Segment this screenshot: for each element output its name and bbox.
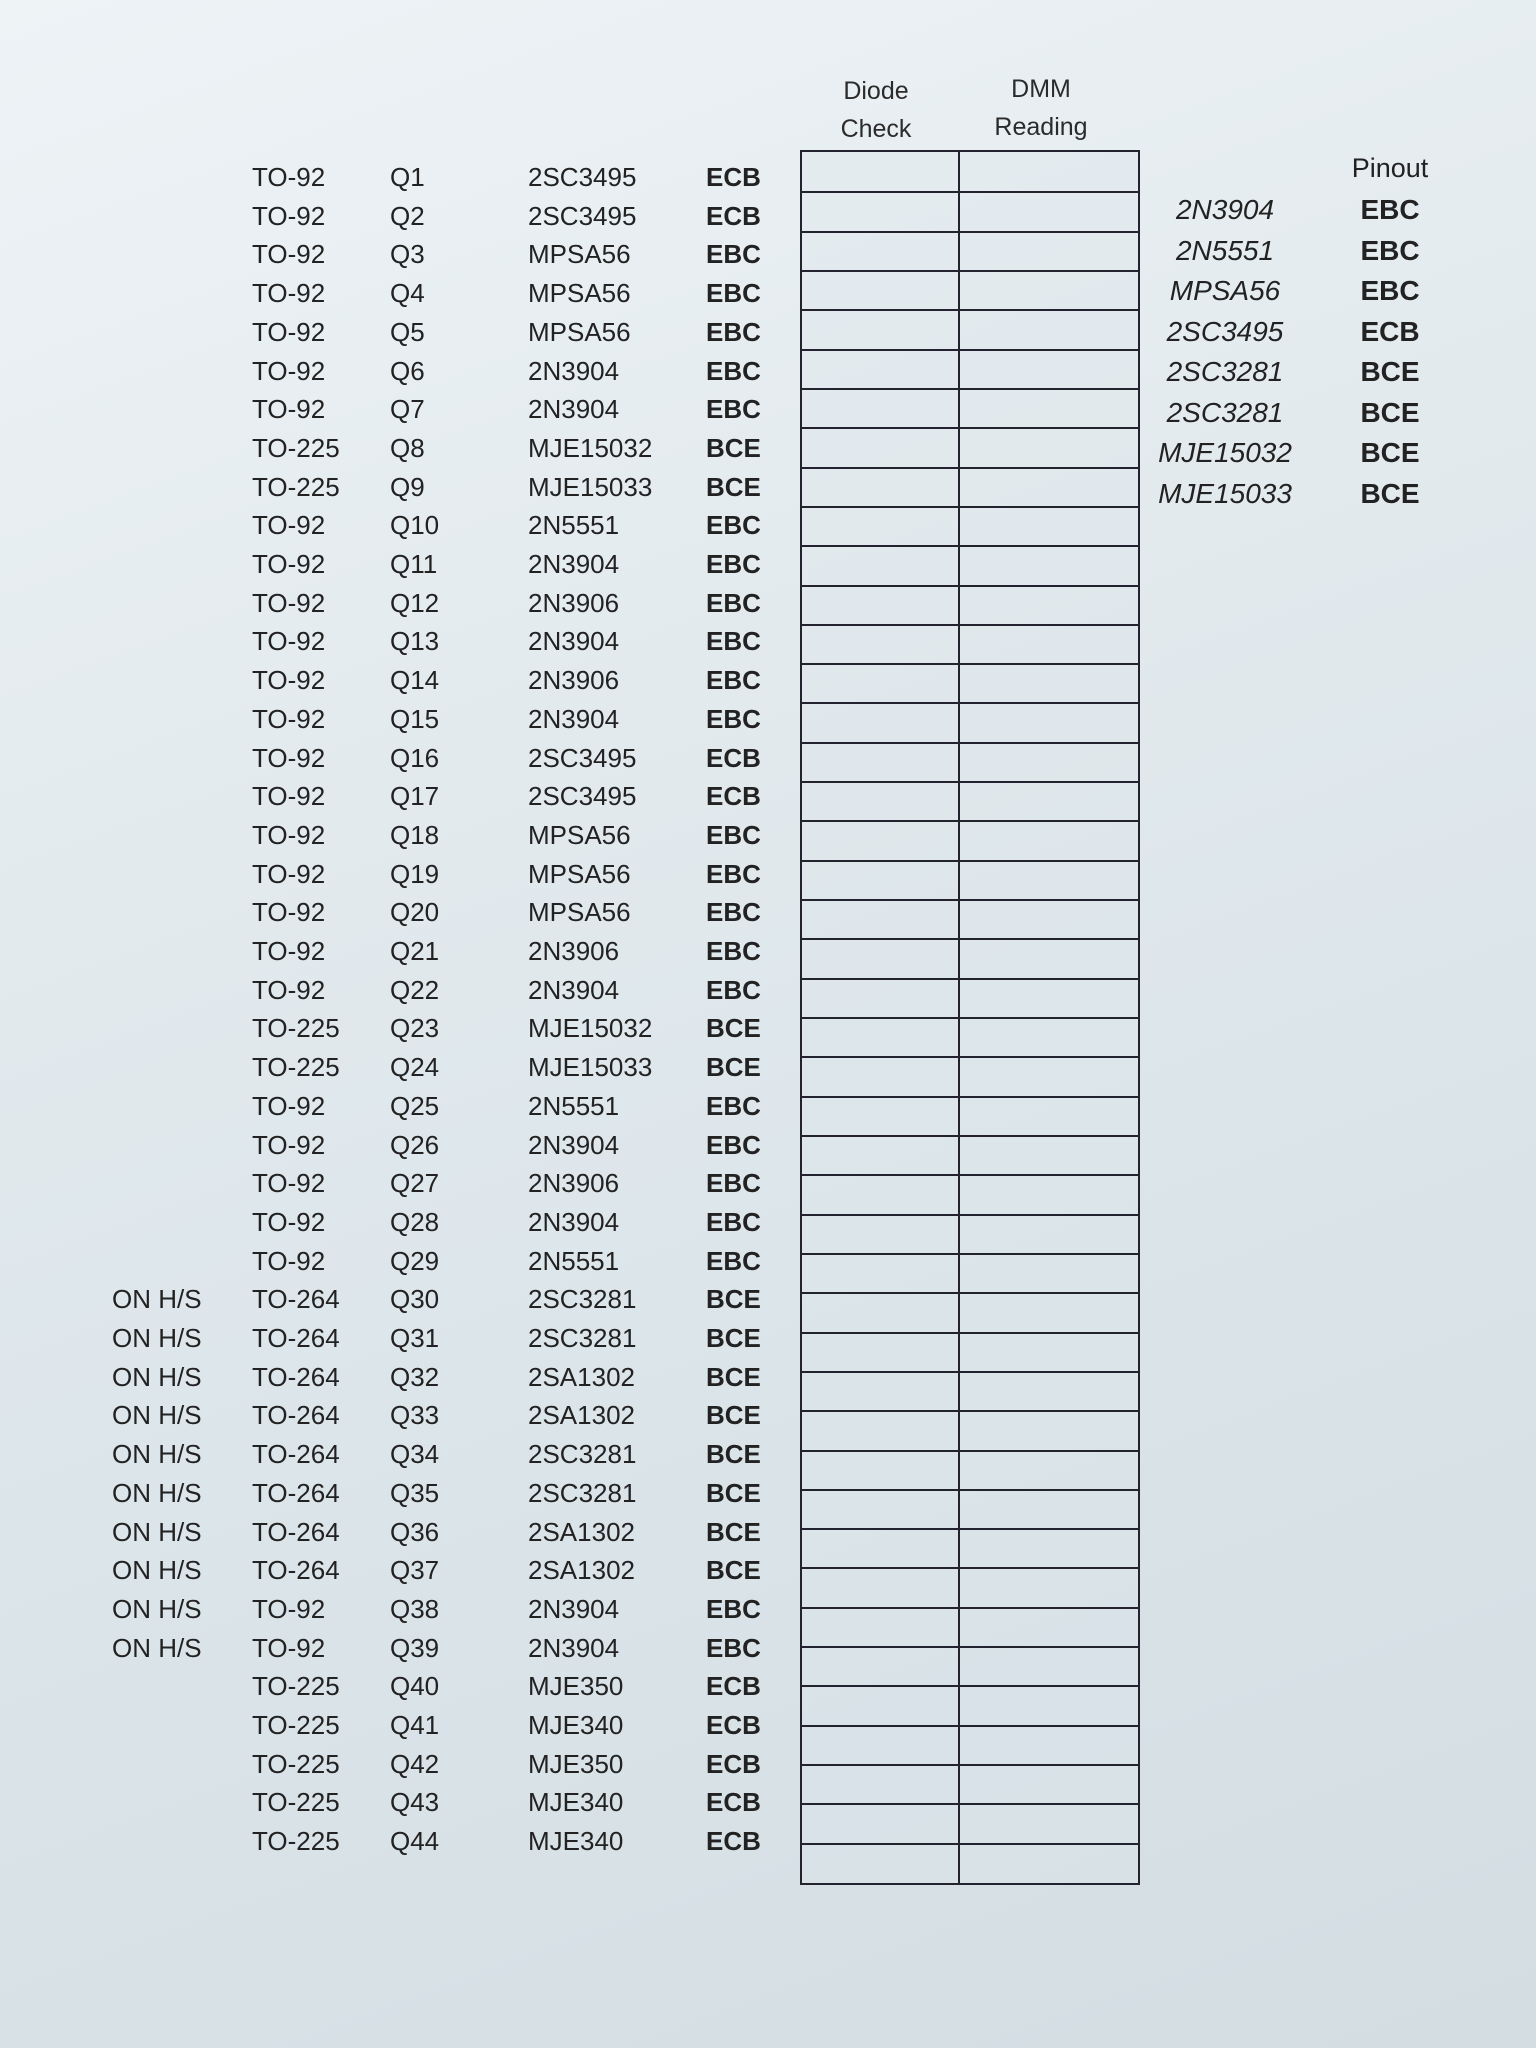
part-number: 2N3904: [528, 626, 620, 657]
reference-designator: Q12: [390, 587, 440, 618]
pin-order: BCE: [706, 1516, 761, 1547]
reference-part-number: 2N5551: [1175, 234, 1275, 266]
pin-order: EBC: [706, 1168, 761, 1199]
pin-order: EBC: [706, 278, 761, 309]
table-row: [0, 1319, 1536, 1357]
reference-designator: Q2: [390, 200, 425, 231]
reference-designator: Q8: [390, 432, 425, 463]
reference-designator: Q10: [390, 510, 440, 541]
package-type: TO-92: [252, 587, 326, 618]
reference-pin-order: BCE: [1360, 477, 1420, 509]
table-row: [0, 1706, 1536, 1744]
part-number: MJE350: [528, 1748, 624, 1779]
pin-order: BCE: [706, 1284, 761, 1315]
package-type: TO-92: [252, 1632, 326, 1663]
reference-designator: Q18: [390, 819, 440, 850]
table-row: [0, 855, 1536, 893]
reference-designator: Q11: [390, 549, 438, 579]
grid-row-divider: [802, 663, 1138, 665]
table-row: [0, 1667, 1536, 1705]
dmm-header-line2: Reading: [994, 113, 1088, 141]
table-row: [0, 1783, 1536, 1821]
reference-designator: Q28: [390, 1206, 440, 1237]
reference-pin-order: EBC: [1360, 194, 1420, 225]
reference-designator: Q38: [390, 1593, 440, 1624]
package-type: TO-225: [252, 1748, 340, 1779]
part-number: 2N3906: [528, 665, 620, 696]
grid-row-divider: [802, 545, 1138, 547]
package-type: TO-92: [252, 626, 326, 657]
package-type: TO-92: [252, 665, 326, 696]
table-row: [0, 1280, 1536, 1318]
reference-designator: Q4: [390, 278, 425, 309]
dmm-reading-header: [966, 70, 1116, 146]
pin-order: EBC: [706, 1129, 761, 1160]
reference-designator: Q44: [390, 1826, 440, 1857]
reference-designator: Q30: [390, 1284, 440, 1315]
part-number: MJE340: [528, 1710, 624, 1740]
pin-order: EBC: [706, 974, 761, 1005]
grid-row-divider: [802, 1253, 1138, 1255]
reference-designator: Q27: [390, 1168, 440, 1199]
package-type: TO-92: [252, 278, 326, 309]
part-number: 2SC3495: [528, 742, 637, 773]
part-number: 2SA1302: [528, 1400, 635, 1431]
grid-row-divider: [802, 1017, 1138, 1019]
table-row: [0, 584, 1536, 622]
table-row: [0, 1164, 1536, 1202]
grid-row-divider: [802, 1371, 1138, 1373]
package-type: TO-92: [252, 239, 326, 270]
pin-order: ECB: [706, 200, 761, 231]
reference-part-number: MJE15032: [1158, 437, 1292, 468]
package-type: TO-225: [252, 1671, 340, 1702]
part-number: MJE15033: [528, 1052, 653, 1083]
reference-part-number: 2SC3495: [1166, 315, 1284, 347]
package-type: TO-225: [252, 471, 340, 502]
reference-part-number: MJE15033: [1158, 477, 1292, 509]
heatsink-note: ON H/S: [112, 1632, 202, 1663]
table-row: [0, 661, 1536, 699]
pinout-reference-row: [0, 272, 1536, 310]
reference-pin-order: BCE: [1360, 396, 1420, 428]
reference-designator: Q42: [390, 1748, 440, 1779]
package-type: TO-92: [252, 858, 326, 889]
table-row: [0, 1203, 1536, 1241]
reference-pin-order: BCE: [1360, 356, 1420, 387]
pinout-reference-row: [0, 434, 1536, 472]
heatsink-note: ON H/S: [112, 1439, 202, 1470]
table-row: [0, 1590, 1536, 1628]
package-type: TO-92: [252, 549, 326, 579]
pin-order: BCE: [706, 1361, 761, 1392]
table-row: [0, 1629, 1536, 1667]
heatsink-note: ON H/S: [112, 1361, 202, 1392]
grid-row-divider: [802, 1214, 1138, 1216]
diode-header-line1: Diode: [843, 77, 909, 105]
part-number: 2N5551: [528, 1090, 620, 1121]
pin-order: EBC: [706, 1245, 761, 1276]
grid-row-divider: [802, 860, 1138, 862]
part-number: 2SA1302: [528, 1516, 635, 1547]
diode-check-header: [806, 72, 946, 148]
package-type: TO-225: [252, 1710, 340, 1740]
reference-designator: Q22: [390, 974, 440, 1005]
part-number: MJE15032: [528, 432, 653, 463]
part-number: MJE15032: [528, 1013, 653, 1044]
heatsink-note: ON H/S: [112, 1555, 202, 1586]
table-row: [0, 816, 1536, 854]
grid-row-divider: [802, 899, 1138, 901]
reference-pin-order: ECB: [1360, 315, 1420, 347]
package-type: TO-225: [252, 1787, 340, 1818]
package-type: TO-92: [252, 974, 326, 1005]
part-number: 2N3904: [528, 1129, 620, 1160]
table-row: [0, 700, 1536, 738]
pin-order: BCE: [706, 471, 761, 502]
reference-pin-order: EBC: [1360, 234, 1420, 266]
pin-order: BCE: [706, 432, 761, 463]
part-number: 2SA1302: [528, 1555, 635, 1586]
pin-order: ECB: [706, 742, 761, 773]
pin-order: ECB: [706, 1787, 761, 1818]
heatsink-note: ON H/S: [112, 1323, 202, 1353]
table-row: [0, 1242, 1536, 1280]
pin-order: EBC: [706, 1593, 761, 1624]
pin-order: BCE: [706, 1323, 761, 1353]
heatsink-note: ON H/S: [112, 1400, 202, 1431]
grid-row-divider: [802, 1764, 1138, 1766]
package-type: TO-264: [252, 1323, 340, 1353]
pin-order: EBC: [706, 1206, 761, 1237]
part-number: 2SC3281: [528, 1439, 637, 1470]
package-type: TO-264: [252, 1516, 340, 1547]
pin-order: ECB: [706, 781, 761, 812]
package-type: TO-92: [252, 1168, 326, 1199]
part-number: 2N5551: [528, 510, 620, 541]
reference-designator: Q23: [390, 1013, 440, 1044]
grid-row-divider: [802, 1646, 1138, 1648]
package-type: TO-92: [252, 1593, 326, 1624]
package-type: TO-92: [252, 355, 326, 386]
reference-designator: Q40: [390, 1671, 440, 1702]
pin-order: EBC: [706, 587, 761, 618]
reference-designator: Q25: [390, 1090, 440, 1121]
pin-order: EBC: [706, 819, 761, 850]
pinout-reference-row: [0, 394, 1536, 432]
package-type: TO-92: [252, 1129, 326, 1160]
reference-designator: Q6: [390, 355, 425, 386]
part-number: 2SC3495: [528, 200, 637, 231]
pin-order: EBC: [706, 936, 761, 966]
package-type: TO-92: [252, 703, 326, 734]
package-type: TO-264: [252, 1477, 340, 1508]
part-number: MPSA56: [528, 278, 631, 309]
pin-order: EBC: [706, 549, 761, 579]
package-type: TO-264: [252, 1439, 340, 1470]
heatsink-note: ON H/S: [112, 1477, 202, 1508]
reference-part-number: MPSA56: [1169, 275, 1281, 306]
reference-part-number: 2SC3281: [1166, 396, 1284, 428]
table-row: [0, 1358, 1536, 1396]
grid-row-divider: [802, 1685, 1138, 1687]
reference-designator: Q14: [390, 665, 440, 696]
reference-designator: Q1: [390, 162, 425, 192]
grid-row-divider: [802, 1056, 1138, 1058]
heatsink-note: ON H/S: [112, 1516, 202, 1547]
pin-order: BCE: [706, 1555, 761, 1586]
reference-designator: Q15: [390, 703, 440, 734]
reference-designator: Q35: [390, 1477, 440, 1508]
pin-order: BCE: [706, 1400, 761, 1431]
part-number: MPSA56: [528, 819, 631, 850]
pin-order: EBC: [706, 703, 761, 734]
part-number: 2SC3495: [528, 781, 637, 812]
table-row: [0, 893, 1536, 931]
dmm-header-line1: DMM: [1011, 75, 1071, 103]
grid-row-divider: [802, 1489, 1138, 1491]
grid-row-divider: [802, 742, 1138, 744]
grid-row-divider: [802, 978, 1138, 980]
grid-row-divider: [802, 1843, 1138, 1845]
part-number: MJE350: [528, 1671, 624, 1702]
reference-designator: Q5: [390, 316, 425, 347]
reference-designator: Q37: [390, 1555, 440, 1586]
table-row: [0, 739, 1536, 777]
reference-designator: Q19: [390, 858, 440, 889]
pinout-reference-row: [0, 353, 1536, 391]
reference-designator: Q41: [390, 1710, 440, 1740]
reference-designator: Q26: [390, 1129, 440, 1160]
part-number: 2N3906: [528, 1168, 620, 1199]
pin-order: EBC: [706, 239, 761, 270]
package-type: TO-92: [252, 200, 326, 231]
reference-pin-order: EBC: [1360, 275, 1420, 306]
grid-row-divider: [802, 1135, 1138, 1137]
table-row: [0, 1435, 1536, 1473]
table-row: [0, 1551, 1536, 1589]
package-type: TO-225: [252, 1826, 340, 1857]
grid-row-divider: [802, 1332, 1138, 1334]
reference-pin-order: BCE: [1360, 437, 1420, 468]
part-number: MJE340: [528, 1787, 624, 1818]
part-number: MPSA56: [528, 897, 631, 928]
table-row: [0, 1087, 1536, 1125]
package-type: TO-92: [252, 394, 326, 425]
pinout-header: Pinout: [1351, 153, 1429, 183]
reference-designator: Q16: [390, 742, 440, 773]
pin-order: EBC: [706, 394, 761, 425]
reference-designator: Q39: [390, 1632, 440, 1663]
part-number: MJE15033: [528, 471, 653, 502]
grid-row-divider: [802, 781, 1138, 783]
table-row: [0, 622, 1536, 660]
pin-order: EBC: [706, 1632, 761, 1663]
grid-row-divider: [802, 820, 1138, 822]
table-row: [0, 1513, 1536, 1551]
package-type: TO-92: [252, 1245, 326, 1276]
pin-order: BCE: [706, 1013, 761, 1044]
part-number: MPSA56: [528, 316, 631, 347]
grid-row-divider: [802, 938, 1138, 940]
reference-designator: Q36: [390, 1516, 440, 1547]
pin-order: ECB: [706, 1671, 761, 1702]
reference-designator: Q29: [390, 1245, 440, 1276]
reference-designator: Q31: [390, 1323, 440, 1353]
reference-part-number: 2N3904: [1175, 194, 1275, 225]
part-number: 2N3904: [528, 974, 620, 1005]
grid-row-divider: [802, 1096, 1138, 1098]
part-number: 2N3906: [528, 936, 620, 966]
grid-row-divider: [802, 1174, 1138, 1176]
package-type: TO-92: [252, 781, 326, 812]
pin-order: EBC: [706, 510, 761, 541]
table-row: [0, 1009, 1536, 1047]
grid-row-divider: [802, 585, 1138, 587]
package-type: TO-92: [252, 1090, 326, 1121]
pin-order: EBC: [706, 1090, 761, 1121]
reference-designator: Q20: [390, 897, 440, 928]
heatsink-note: ON H/S: [112, 1593, 202, 1624]
pin-order: BCE: [706, 1477, 761, 1508]
diode-header-line2: Check: [840, 115, 912, 143]
grid-row-divider: [802, 1528, 1138, 1530]
table-row: [0, 1745, 1536, 1783]
table-row: [0, 971, 1536, 1009]
part-number: MJE340: [528, 1826, 624, 1857]
package-type: TO-264: [252, 1400, 340, 1431]
pin-order: ECB: [706, 1748, 761, 1779]
part-number: MPSA56: [528, 239, 631, 270]
pin-order: BCE: [706, 1052, 761, 1083]
pinout-reference-row: [0, 232, 1536, 270]
part-number: MPSA56: [528, 858, 631, 889]
table-row: [0, 545, 1536, 583]
grid-row-divider: [802, 1803, 1138, 1805]
package-type: TO-92: [252, 936, 326, 966]
reference-part-number: 2SC3281: [1166, 356, 1284, 387]
pin-order: ECB: [706, 1710, 761, 1740]
grid-row-divider: [802, 702, 1138, 704]
part-number: 2SC3281: [528, 1284, 637, 1315]
pin-order: EBC: [706, 355, 761, 386]
table-row: [0, 1396, 1536, 1434]
table-row: [0, 1126, 1536, 1164]
reference-designator: Q17: [390, 781, 440, 812]
reference-designator: Q33: [390, 1400, 440, 1431]
part-number: 2N3904: [528, 703, 620, 734]
pinout-reference-row: [0, 475, 1536, 513]
reference-designator: Q7: [390, 394, 425, 425]
grid-row-divider: [802, 1725, 1138, 1727]
package-type: TO-92: [252, 742, 326, 773]
pin-order: EBC: [706, 626, 761, 657]
reference-designator: Q32: [390, 1361, 440, 1392]
table-row: [0, 932, 1536, 970]
package-type: TO-92: [252, 1206, 326, 1237]
package-type: TO-225: [252, 1052, 340, 1083]
table-row: [0, 1474, 1536, 1512]
reference-designator: Q21: [390, 936, 440, 966]
pinout-reference-row: [0, 191, 1536, 229]
table-row: [0, 777, 1536, 815]
part-number: 2N3904: [528, 1632, 620, 1663]
part-number: 2SA1302: [528, 1361, 635, 1392]
part-number: 2N3904: [528, 355, 620, 386]
part-number: 2SC3281: [528, 1323, 637, 1353]
heatsink-note: ON H/S: [112, 1284, 202, 1315]
pinout-reference-row: [0, 313, 1536, 351]
reference-designator: Q9: [390, 471, 425, 502]
pin-order: ECB: [706, 162, 761, 192]
grid-row-divider: [802, 1292, 1138, 1294]
pin-order: EBC: [706, 316, 761, 347]
part-number: 2N3904: [528, 549, 620, 579]
package-type: TO-225: [252, 1013, 340, 1044]
package-type: TO-92: [252, 162, 326, 192]
grid-row-divider: [802, 1450, 1138, 1452]
table-row: [0, 1048, 1536, 1086]
grid-row-divider: [802, 624, 1138, 626]
pin-order: EBC: [706, 665, 761, 696]
reference-designator: Q3: [390, 239, 425, 270]
grid-row-divider: [802, 1607, 1138, 1609]
part-number: 2N3904: [528, 1593, 620, 1624]
package-type: TO-225: [252, 432, 340, 463]
part-number: 2N3904: [528, 394, 620, 425]
grid-row-divider: [802, 1410, 1138, 1412]
package-type: TO-92: [252, 316, 326, 347]
part-number: 2N3906: [528, 587, 620, 618]
table-row: [0, 1822, 1536, 1860]
pin-order: BCE: [706, 1439, 761, 1470]
reference-designator: Q24: [390, 1052, 440, 1083]
package-type: TO-264: [252, 1361, 340, 1392]
pin-order: ECB: [706, 1826, 761, 1857]
package-type: TO-264: [252, 1555, 340, 1586]
part-number: 2SC3495: [528, 162, 637, 192]
pin-order: EBC: [706, 858, 761, 889]
part-number: 2N3904: [528, 1206, 620, 1237]
part-number: 2N5551: [528, 1245, 620, 1276]
package-type: TO-92: [252, 897, 326, 928]
grid-row-divider: [802, 1567, 1138, 1569]
package-type: TO-92: [252, 819, 326, 850]
package-type: TO-92: [252, 510, 326, 541]
pin-order: EBC: [706, 897, 761, 928]
reference-designator: Q43: [390, 1787, 440, 1818]
package-type: TO-264: [252, 1284, 340, 1315]
reference-designator: Q13: [390, 626, 440, 657]
part-number: 2SC3281: [528, 1477, 637, 1508]
reference-designator: Q34: [390, 1439, 440, 1470]
